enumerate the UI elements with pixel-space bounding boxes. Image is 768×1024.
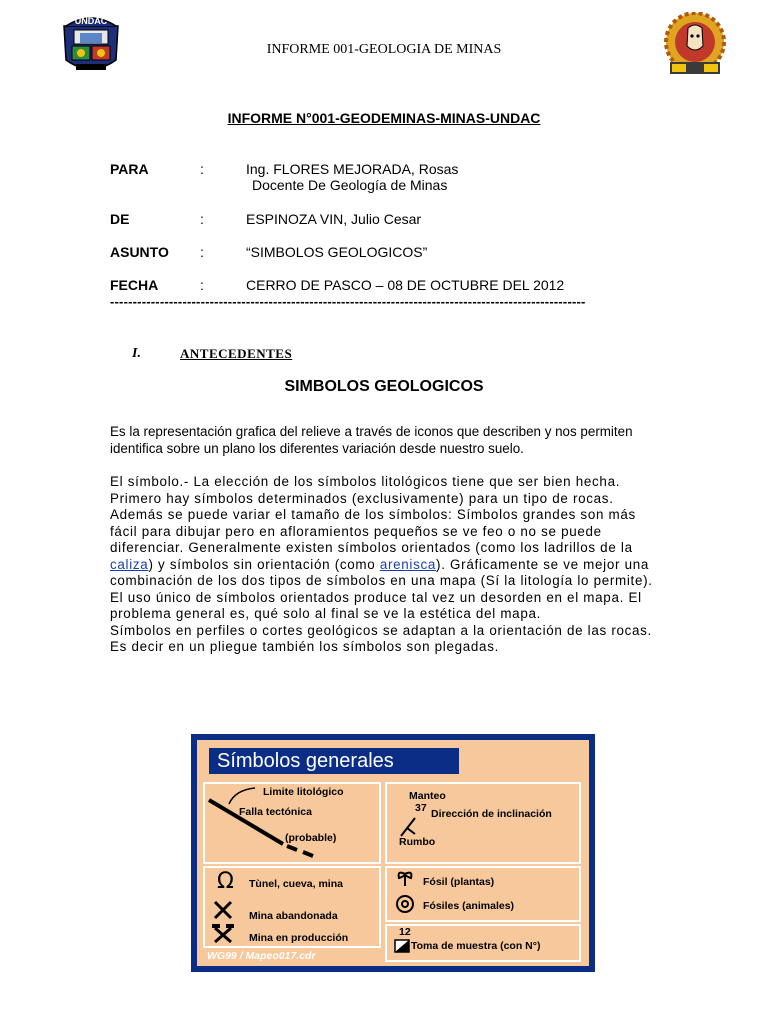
paragraph-text: ). Gráficamente se ve mejor una combinación de los dos tipos de símbolos en una mapa (Sí la litología lo permite). El uso único de símbolos orientados produce tal vez un desorden en el mapa. El problema general es, qué solo al final se ve la estética del mapa. xyxy=(110,556,653,621)
memo-colon: : xyxy=(200,244,204,260)
paragraph-text: Símbolos en perfiles o cortes geológicos se adaptan a la orientación de las rocas. Es decir en un pliegue también los símbolos son plegadas. xyxy=(110,622,652,654)
memo-label-de: DE xyxy=(110,211,130,227)
label-manteo: Manteo xyxy=(409,790,446,802)
paragraph-text: El símbolo.- La elección de los símbolos litológicos tiene que ser bien hecha. Primero hay símbolos determinados (exclusivamente) para un tipo de rocas. Además se puede variar el tamaño de los símbolos: Símbolos grandes son más fácil para dibujar pero en afloramientos pequeños se ve feo o no se puede diferenciar. Generalmente existen símbolos orientados (como los ladrillos de la xyxy=(110,474,636,555)
panel-attitude xyxy=(385,782,581,864)
memo-label-asunto: ASUNTO xyxy=(110,244,169,260)
report-title: INFORME N°001-GEODEMINAS-MINAS-UNDAC xyxy=(227,110,541,126)
subtitle: SIMBOLOS GEOLOGICOS xyxy=(284,378,484,395)
label-direccion: Dirección de inclinación xyxy=(431,808,552,820)
link-caliza[interactable]: caliza xyxy=(110,556,149,572)
label-produccion: Mina en producción xyxy=(249,932,349,944)
label-angle: 37 xyxy=(415,802,427,814)
figure-footer: WG99 / Mapeo017.cdr xyxy=(207,950,316,962)
figure-title: Símbolos generales xyxy=(207,746,461,776)
section-number: I. xyxy=(132,346,141,361)
label-fosil: Fósil (plantas) xyxy=(423,876,495,888)
label-fosiles: Fósiles (animales) xyxy=(423,900,515,912)
panel-sample xyxy=(385,924,581,962)
memo-colon: : xyxy=(200,161,204,177)
paragraph-intro: Es la representación grafica del relieve a través de iconos que describen y nos permiten identifica sobre un plano los diferentes variación desde nuestro suelo. xyxy=(110,424,633,456)
figure-canvas xyxy=(197,740,589,966)
label-falla: Falla tectónica xyxy=(239,806,312,818)
label-abandonada: Mina abandonada xyxy=(249,910,338,922)
label-rumbo: Rumbo xyxy=(399,836,436,848)
memo-value-para: Ing. FLORES MEJORADA, Rosas xyxy=(246,161,459,177)
link-arenisca[interactable]: arenisca xyxy=(379,556,437,572)
memo-label-fecha: FECHA xyxy=(110,277,159,293)
memo-value-para-line2: Docente De Geología de Minas xyxy=(252,177,448,193)
label-limite: Limite litológico xyxy=(263,786,344,798)
memo-value-fecha: CERRO DE PASCO – 08 DE OCTUBRE DEL 2012 xyxy=(246,277,565,293)
label-muestra: Toma de muestra (con N°) xyxy=(411,940,541,952)
logo-text: UNDAC xyxy=(74,16,108,26)
label-probable: (probable) xyxy=(285,832,337,844)
paragraph-text: ) y símbolos sin orientación (como xyxy=(148,556,380,572)
memo-colon: : xyxy=(200,211,204,227)
divider-line: --------------------------------------------------------------------------------------------------------- xyxy=(110,294,586,309)
paragraph-symbol xyxy=(110,474,658,656)
label-tunel: Tùnel, cueva, mina xyxy=(249,878,343,890)
memo-colon: : xyxy=(200,277,204,293)
svg-text:Ω: Ω xyxy=(217,869,234,894)
memo-value-de: ESPINOZA VIN, Julio Cesar xyxy=(246,211,422,227)
mining-school-logo xyxy=(664,12,726,76)
memo-value-asunto: “SIMBOLOS GEOLOGICOS” xyxy=(246,244,428,260)
label-num: 12 xyxy=(399,926,411,938)
panel-mines xyxy=(203,866,381,948)
page-header: INFORME 001-GEOLOGIA DE MINAS xyxy=(266,42,502,57)
panel-lines xyxy=(203,782,381,864)
section-title: ANTECEDENTES xyxy=(180,346,293,361)
symbols-figure xyxy=(191,734,595,972)
memo-label-para: PARA xyxy=(110,161,149,177)
panel-fossils xyxy=(385,866,581,922)
